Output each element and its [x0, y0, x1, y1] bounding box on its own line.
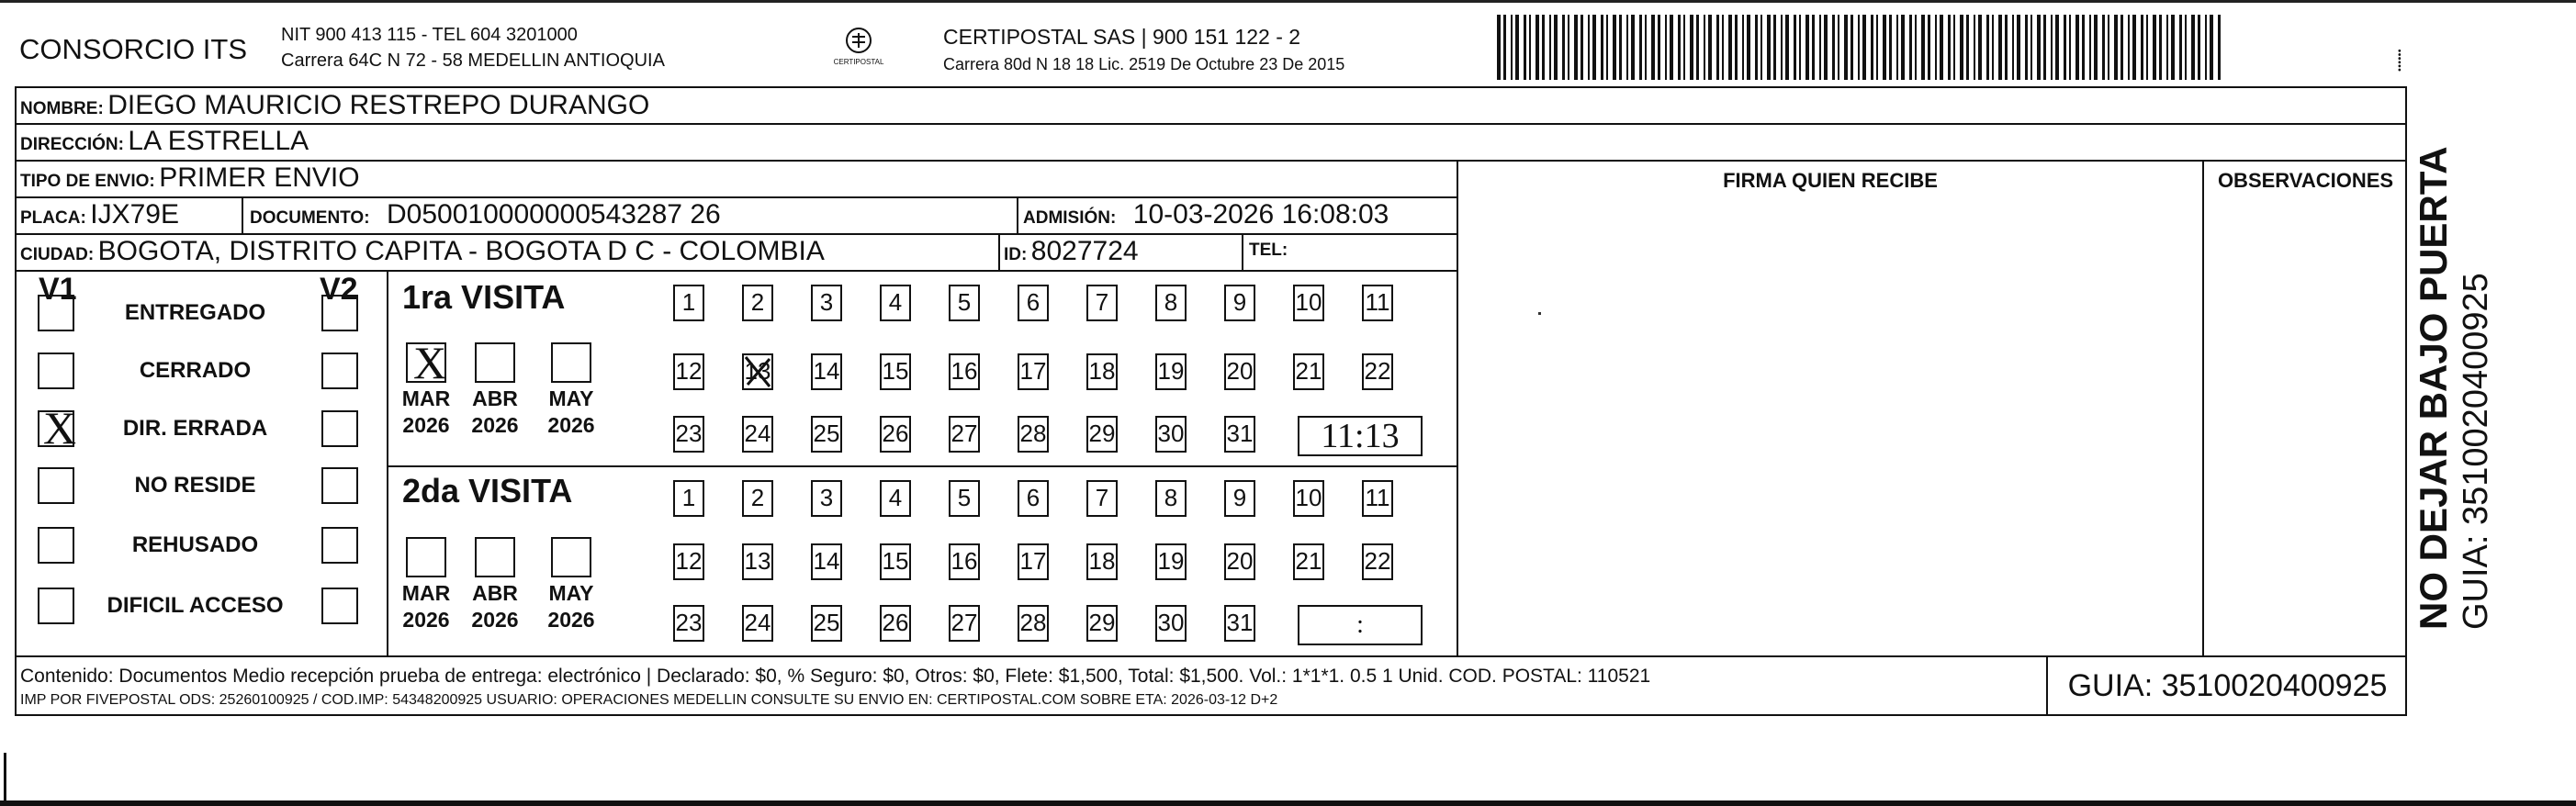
- placa-value: IJX79E: [90, 199, 179, 229]
- status-label: ENTREGADO: [124, 300, 266, 325]
- rule-6: [15, 655, 2407, 657]
- day-box[interactable]: 26: [880, 605, 911, 642]
- scan-edge-bottom: [0, 800, 2576, 806]
- day-box[interactable]: 29: [1086, 416, 1118, 453]
- day-box[interactable]: 24: [742, 605, 773, 642]
- footer-line-2: IMP POR FIVEPOSTAL ODS: 25260100925 / COD.IMP: 54348200925 USUARIO: OPERACIONES MEDELLIN CONSULTE SU ENVIO EN: CERTIPOSTAL.COM SOBRE ETA: 2026-03-12 D+2: [20, 692, 1278, 708]
- day-box[interactable]: 15: [880, 353, 911, 390]
- day-box[interactable]: 10: [1293, 480, 1324, 517]
- id-label: ID:: [1004, 245, 1028, 264]
- v2-checkbox[interactable]: [321, 410, 358, 447]
- day-box[interactable]: 9: [1224, 480, 1255, 517]
- day-box[interactable]: 5: [949, 480, 980, 517]
- check-mark: X: [413, 337, 447, 388]
- day-box[interactable]: 14: [811, 543, 842, 580]
- day-box[interactable]: 7: [1086, 480, 1118, 517]
- month-checkbox[interactable]: [406, 337, 447, 388]
- day-box[interactable]: 17: [1018, 543, 1049, 580]
- day-box[interactable]: 8: [1155, 285, 1187, 321]
- rule-2: [15, 160, 2407, 162]
- time-box[interactable]: 11:13: [1298, 416, 1423, 456]
- v2-checkbox[interactable]: [321, 588, 358, 624]
- day-box[interactable]: 28: [1018, 416, 1049, 453]
- day-box[interactable]: 23: [673, 605, 704, 642]
- v1-checkbox[interactable]: [38, 295, 74, 331]
- rule-1: [15, 123, 2407, 125]
- day-box[interactable]: 18: [1086, 543, 1118, 580]
- day-box[interactable]: 31: [1224, 605, 1255, 642]
- day-box[interactable]: 27: [949, 416, 980, 453]
- tipo-label: TIPO DE ENVIO:: [20, 172, 155, 191]
- rule-visits: [387, 465, 1457, 467]
- day-box[interactable]: 29: [1086, 605, 1118, 642]
- day-box[interactable]: 20: [1224, 543, 1255, 580]
- month-label: MAR 2026: [401, 386, 451, 437]
- placa-row: [20, 199, 179, 230]
- admision-label: ADMISIÓN:: [1023, 208, 1117, 228]
- day-box[interactable]: 4: [880, 285, 911, 321]
- day-box[interactable]: 6: [1018, 480, 1049, 517]
- scan-mark: ⸽: [2397, 49, 2402, 72]
- day-box[interactable]: 10: [1293, 285, 1324, 321]
- firma-header: FIRMA QUIEN RECIBE: [1723, 169, 1938, 192]
- day-box[interactable]: 16: [949, 353, 980, 390]
- footer-guia: GUIA: 3510020400925: [2067, 668, 2388, 703]
- rule-4: [15, 233, 1457, 235]
- tel-label: TEL:: [1249, 241, 1288, 260]
- month-checkbox[interactable]: [551, 537, 591, 577]
- month-label: MAR 2026: [401, 581, 451, 632]
- month-checkbox[interactable]: [475, 342, 515, 383]
- day-box[interactable]: 3: [811, 285, 842, 321]
- id-row: [1004, 236, 1139, 267]
- day-box[interactable]: 30: [1155, 416, 1187, 453]
- day-box[interactable]: 21: [1293, 353, 1324, 390]
- day-box[interactable]: 20: [1224, 353, 1255, 390]
- carrier-name: CERTIPOSTAL SAS | 900 151 122 - 2: [943, 25, 1301, 49]
- tel-row: [1249, 241, 1288, 261]
- day-box[interactable]: 8: [1155, 480, 1187, 517]
- direccion-value: LA ESTRELLA: [128, 126, 309, 156]
- col-doc-left: [242, 196, 243, 233]
- carrier-address: Carrera 80d N 18 18 Lic. 2519 De Octubre 23 De 2015: [943, 55, 1345, 73]
- nombre-row: [20, 90, 649, 121]
- ciudad-row: [20, 236, 825, 267]
- visit-2-title: 2da VISITA: [402, 472, 573, 509]
- company-name: CONSORCIO ITS: [19, 33, 248, 65]
- day-box[interactable]: 1: [673, 480, 704, 517]
- day-box[interactable]: 3: [811, 480, 842, 517]
- certipostal-logo: [822, 25, 895, 71]
- v2-checkbox[interactable]: [321, 353, 358, 389]
- day-box[interactable]: 4: [880, 480, 911, 517]
- day-box[interactable]: 7: [1086, 285, 1118, 321]
- side-warning-line-2: GUIA: 3510020400925: [2457, 273, 2495, 630]
- direccion-label: DIRECCIÓN:: [20, 135, 124, 154]
- day-box[interactable]: 2: [742, 285, 773, 321]
- scan-edge-left: [4, 753, 6, 803]
- admision-value: 10-03-2026 16:08:03: [1132, 199, 1389, 229]
- status-label: DIFICIL ACCESO: [107, 593, 284, 618]
- month-checkbox[interactable]: [475, 537, 515, 577]
- day-cross-mark: [742, 353, 773, 390]
- footer-line-1: Contenido: Documentos Medio recepción prueba de entrega: electrónico | Declarado: $0, % Seguro: $0, Otros: $0, Flete: $1,500, Total: $1,500. Vol.: 1*1*1. 0.5 1 Unid. COD. POSTAL: 110521: [20, 666, 1651, 687]
- day-box[interactable]: 31: [1224, 416, 1255, 453]
- check-mark: X: [43, 402, 77, 453]
- v1-checkbox[interactable]: [38, 402, 77, 453]
- day-box[interactable]: 19: [1155, 353, 1187, 390]
- direccion-row: [20, 126, 309, 157]
- day-box[interactable]: 30: [1155, 605, 1187, 642]
- col-admision-left: [1017, 196, 1018, 233]
- status-label: REHUSADO: [131, 532, 259, 557]
- day-box[interactable]: 13: [742, 353, 773, 390]
- tipo-value: PRIMER ENVIO: [159, 162, 360, 193]
- month-label: ABR 2026: [471, 386, 519, 437]
- day-box[interactable]: 11: [1362, 285, 1393, 321]
- company-nit: NIT 900 413 115 - TEL 604 3201000: [281, 25, 578, 45]
- admision-row: [1023, 199, 1389, 230]
- col-firma-left: [1457, 160, 1458, 655]
- ciudad-value: BOGOTA, DISTRITO CAPITA - BOGOTA D C - COLOMBIA: [97, 236, 825, 266]
- documento-row: [250, 199, 721, 230]
- v2-checkbox[interactable]: [321, 527, 358, 564]
- nombre-value: DIEGO MAURICIO RESTREPO DURANGO: [107, 90, 650, 120]
- month-checkbox[interactable]: [551, 342, 591, 383]
- day-box[interactable]: 22: [1362, 543, 1393, 580]
- v1-checkbox[interactable]: [38, 588, 74, 624]
- barcode-icon: [1497, 15, 2227, 80]
- day-box[interactable]: 27: [949, 605, 980, 642]
- company-address: Carrera 64C N 72 - 58 MEDELLIN ANTIOQUIA: [281, 50, 665, 71]
- day-box[interactable]: 26: [880, 416, 911, 453]
- day-box[interactable]: 22: [1362, 353, 1393, 390]
- day-box[interactable]: 18: [1086, 353, 1118, 390]
- month-checkbox[interactable]: [406, 537, 446, 577]
- day-box[interactable]: 15: [880, 543, 911, 580]
- day-box[interactable]: 13: [742, 543, 773, 580]
- day-box[interactable]: 1: [673, 285, 704, 321]
- day-box[interactable]: 25: [811, 416, 842, 453]
- day-box[interactable]: 5: [949, 285, 980, 321]
- v2-checkbox[interactable]: [321, 467, 358, 504]
- nombre-label: NOMBRE:: [20, 99, 104, 118]
- day-box[interactable]: 25: [811, 605, 842, 642]
- day-box[interactable]: 12: [673, 543, 704, 580]
- day-box[interactable]: 21: [1293, 543, 1324, 580]
- day-box[interactable]: 6: [1018, 285, 1049, 321]
- side-warning: [2412, 116, 2522, 630]
- v1-checkbox[interactable]: [38, 527, 74, 564]
- time-box[interactable]: :: [1298, 605, 1423, 645]
- v2-header: V2: [320, 272, 358, 307]
- status-label: NO RESIDE: [134, 473, 256, 498]
- v1-header: V1: [39, 272, 77, 307]
- day-box[interactable]: 16: [949, 543, 980, 580]
- day-box[interactable]: 2: [742, 480, 773, 517]
- col-tel-left: [1242, 233, 1243, 270]
- scan-edge-top: [0, 0, 2576, 3]
- day-box[interactable]: 12: [673, 353, 704, 390]
- documento-value: D050010000000543287 26: [387, 199, 721, 229]
- logo-text: CERTIPOSTAL: [833, 58, 884, 66]
- day-box[interactable]: 9: [1224, 285, 1255, 321]
- col-visits-left: [387, 270, 388, 655]
- rule-3: [15, 196, 1457, 198]
- tipo-row: [20, 162, 360, 194]
- v2-checkbox[interactable]: [321, 295, 358, 331]
- v1-checkbox[interactable]: [38, 467, 74, 504]
- day-box[interactable]: 28: [1018, 605, 1049, 642]
- rule-5: [15, 270, 1457, 272]
- id-value: 8027724: [1030, 236, 1139, 266]
- placa-label: PLACA:: [20, 208, 86, 228]
- ciudad-label: CIUDAD:: [20, 245, 95, 264]
- day-box[interactable]: 23: [673, 416, 704, 453]
- day-box[interactable]: 17: [1018, 353, 1049, 390]
- side-warning-line-1: NO DEJAR BAJO PUERTA: [2412, 146, 2455, 630]
- scan-speck: [1538, 312, 1541, 315]
- status-label: DIR. ERRADA: [122, 416, 268, 441]
- observaciones-header: OBSERVACIONES: [2217, 169, 2394, 192]
- visit-1-title: 1ra VISITA: [402, 278, 566, 316]
- status-label: CERRADO: [139, 358, 252, 383]
- documento-label: DOCUMENTO:: [250, 208, 370, 228]
- month-label: ABR 2026: [471, 581, 519, 632]
- day-box[interactable]: 14: [811, 353, 842, 390]
- day-box[interactable]: 24: [742, 416, 773, 453]
- month-label: MAY 2026: [547, 386, 595, 437]
- day-box[interactable]: 11: [1362, 480, 1393, 517]
- v1-checkbox[interactable]: [38, 353, 74, 389]
- col-obs-left: [2202, 160, 2204, 655]
- month-label: MAY 2026: [547, 581, 595, 632]
- day-box[interactable]: 19: [1155, 543, 1187, 580]
- col-id-left: [998, 233, 1000, 270]
